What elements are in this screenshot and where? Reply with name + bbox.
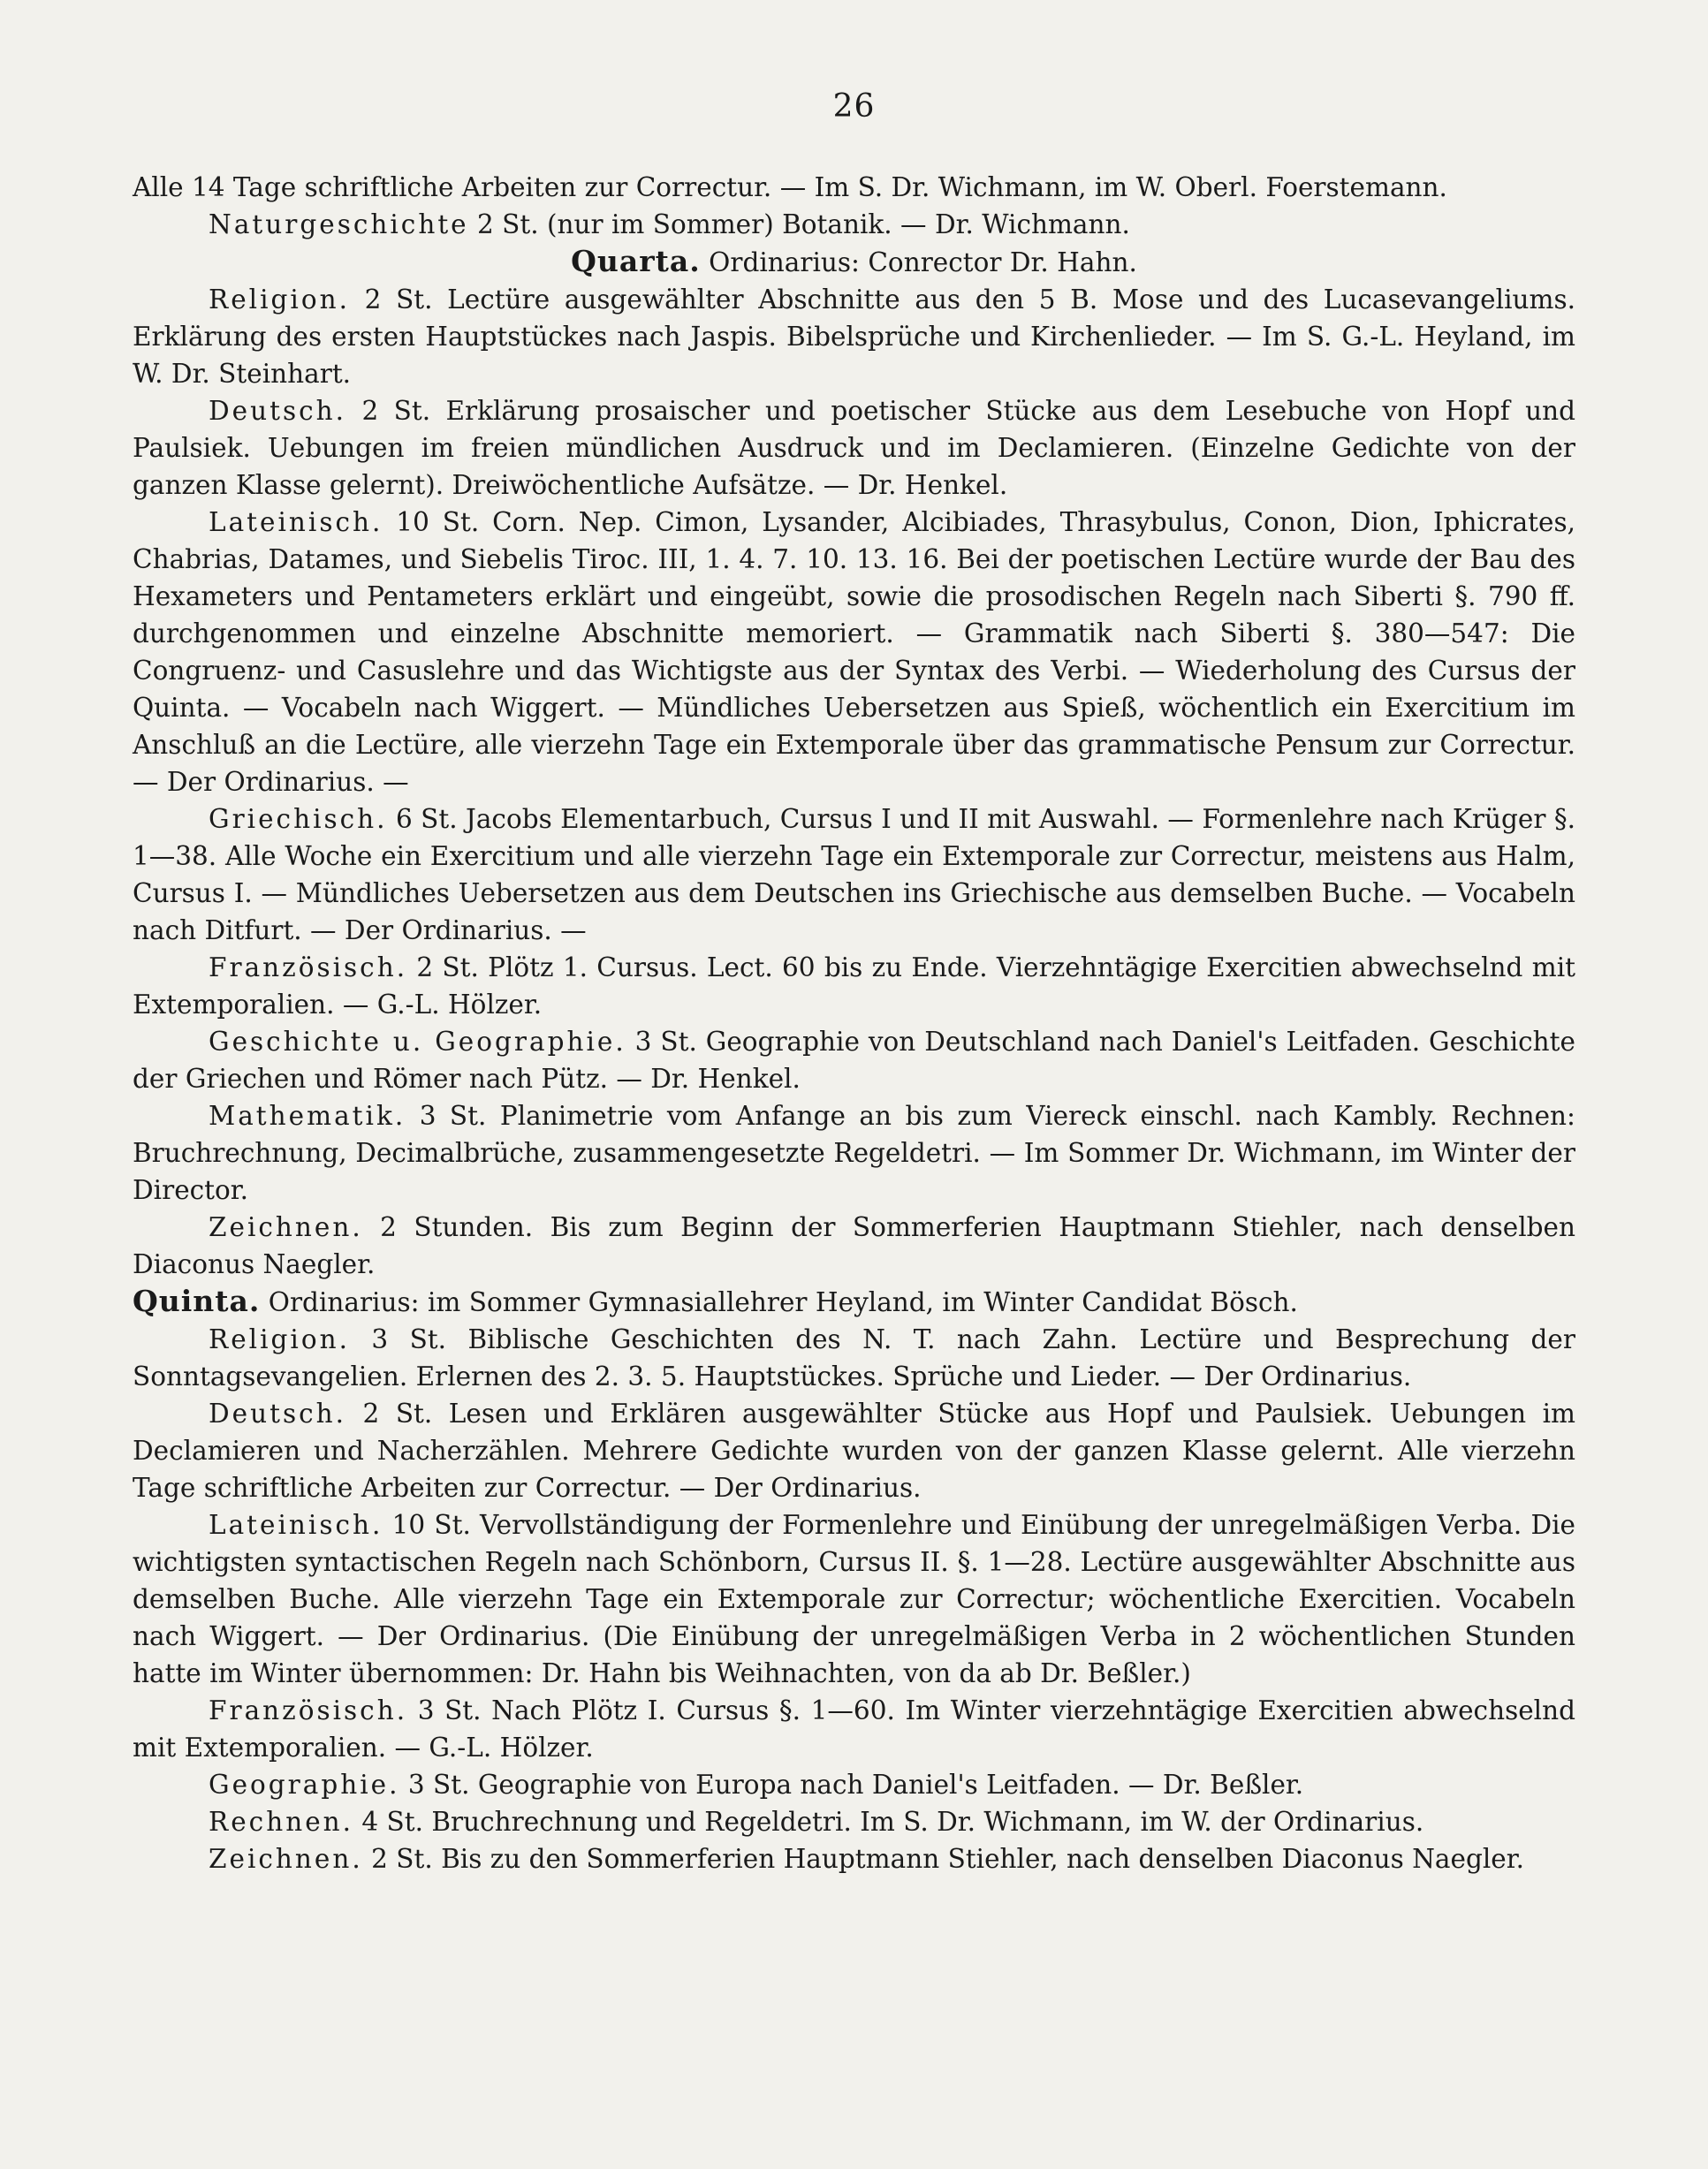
subject-name: Naturgeschichte — [209, 209, 469, 239]
subject-text: 3 St. Biblische Geschichten des N. T. nach Zahn. Lectüre und Besprechung der Sonntagsevangelien. Erlernen des 2. 3. 5. Hauptstückes. Sprüche und Lieder. — Der Ordinarius. — [133, 1324, 1575, 1392]
subject-name: Französisch. — [209, 952, 408, 982]
subject-entry — [133, 949, 1575, 1023]
subject-text: 10 St. Corn. Nep. Cimon, Lysander, Alcibiades, Thrasybulus, Conon, Dion, Iphicrates, Chabrias, Datames, und Siebelis Tiroc. III, 1. 4. 7. 10. 13. 16. Bei der poetischen Lectüre wurde der Bau des Hexameters und Pentameters erklärt und eingeübt, sowie die prosodischen Regeln nach Siberti §. 790 ff. durchgenommen und einzelne Abschnitte memoriert. — Grammatik nach Siberti §. 380—547: Die Congruenz- und Casuslehre und das Wichtigste aus der Syntax des Verbi. — Wiederholung des Cursus der Quinta. — Vocabeln nach Wiggert. — Mündliches Uebersetzen aus Spieß, wöchentlich ein Exercitium im Anschluß an die Lectüre, alle vierzehn Tage ein Extemporale über das grammatische Pensum zur Correctur. — Der Ordinarius. — — [133, 507, 1575, 797]
subject-text: 2 St. (nur im Sommer) Botanik. — Dr. Wichmann. — [468, 209, 1130, 239]
subject-entry — [133, 392, 1575, 504]
subject-entry — [133, 281, 1575, 392]
subject-text: 2 St. Lectüre ausgewählter Abschnitte aus den 5 B. Mose und des Lucasevangeliums. Erklärung des ersten Hauptstückes nach Jaspis. Bibelsprüche und Kirchenlieder. — Im S. G.-L. Heyland, im W. Dr. Steinhart. — [133, 284, 1575, 389]
subject-text: 4 St. Bruchrechnung und Regeldetri. Im S. Dr. Wichmann, im W. der Ordinarius. — [353, 1807, 1424, 1837]
subject-name: Geographie. — [209, 1770, 400, 1800]
quinta-section — [133, 1283, 1575, 1877]
subject-entry — [133, 1766, 1575, 1803]
tertia-tail-section — [133, 169, 1575, 243]
class-ordinarius: Ordinarius: Conrector Dr. Hahn. — [700, 247, 1137, 277]
subject-entry — [133, 1692, 1575, 1766]
subject-name: Französisch. — [209, 1695, 408, 1725]
subject-text: 2 St. Erklärung prosaischer und poetischer Stücke aus dem Lesebuche von Hopf und Paulsiek. Uebungen im freien mündlichen Ausdruck und im Declamieren. (Einzelne Gedichte von der ganzen Klasse gelernt). Dreiwöchentliche Aufsätze. — Dr. Henkel. — [133, 396, 1575, 500]
subject-text: 6 St. Jacobs Elementarbuch, Cursus I und II mit Auswahl. — Formenlehre nach Krüger §. 1—38. Alle Woche ein Exercitium und alle vierzehn Tage ein Extemporale zur Correctur, meistens aus Halm, Cursus I. — Mündliches Uebersetzen aus dem Deutschen ins Griechische aus demselben Buche. — Vocabeln nach Ditfurt. — Der Ordinarius. — — [133, 804, 1575, 945]
subject-entry — [133, 1209, 1575, 1283]
subject-text: 2 Stunden. Bis zum Beginn der Sommerferien Hauptmann Stiehler, nach denselben Diaconus Naegler. — [133, 1212, 1575, 1279]
subject-text: 2 St. Lesen und Erklären ausgewählter Stücke aus Hopf und Paulsiek. Uebungen im Declamieren und Nacherzählen. Mehrere Gedichte wurden von der ganzen Klasse gelernt. Alle vierzehn Tage schriftliche Arbeiten zur Correctur. — Der Ordinarius. — [133, 1399, 1575, 1503]
subject-text: 2 St. Plötz 1. Cursus. Lect. 60 bis zu Ende. Vierzehntägige Exercitien abwechselnd mit Extemporalien. — G.-L. Hölzer. — [133, 952, 1575, 1020]
subject-text: 10 St. Vervollständigung der Formenlehre und Einübung der unregelmäßigen Verba. Die wichtigsten syntactischen Regeln nach Schönborn, Cursus II. §. 1—28. Lectüre ausgewählter Abschnitte aus demselben Buche. Alle vierzehn Tage ein Extemporale zur Correctur; wöchentliche Exercitien. Vocabeln nach Wiggert. — Der Ordinarius. (Die Einübung der unregelmäßigen Verba in 2 wöchentlichen Stunden hatte im Winter übernommen: Dr. Hahn bis Weihnachten, von da ab Dr. Beßler.) — [133, 1510, 1575, 1688]
quarta-section — [133, 243, 1575, 1283]
subject-entry — [133, 1506, 1575, 1692]
subject-name: Lateinisch. — [209, 1510, 383, 1540]
subject-name: Deutsch. — [209, 1399, 347, 1429]
class-title: Quinta. — [133, 1284, 261, 1318]
subject-entry — [133, 1840, 1575, 1877]
subject-text: 3 St. Geographie von Deutschland nach Daniel's Leitfaden. Geschichte der Griechen und Römer nach Pütz. — Dr. Henkel. — [133, 1027, 1575, 1094]
subject-name: Deutsch. — [209, 396, 347, 426]
subject-name: Lateinisch. — [209, 507, 383, 537]
subject-name: Religion. — [209, 1324, 350, 1354]
subject-name: Zeichnen. — [209, 1844, 363, 1874]
subject-entry — [133, 504, 1575, 800]
subject-entry — [133, 1803, 1575, 1840]
subject-text: 3 St. Geographie von Europa nach Daniel's Leitfaden. — Dr. Beßler. — [399, 1770, 1304, 1800]
class-title: Quarta. — [571, 244, 701, 278]
subject-entry — [133, 1321, 1575, 1395]
subject-entry — [133, 1395, 1575, 1506]
subject-name: Griechisch. — [209, 804, 388, 834]
subject-entry — [133, 1023, 1575, 1097]
quinta-heading — [133, 1283, 1575, 1321]
subject-name: Rechnen. — [209, 1807, 354, 1837]
quarta-heading — [133, 243, 1575, 281]
subject-name: Geschichte u. Geographie. — [209, 1027, 626, 1057]
class-ordinarius: Ordinarius: im Sommer Gymnasiallehrer Heyland, im Winter Candidat Bösch. — [260, 1287, 1298, 1317]
subject-name: Zeichnen. — [209, 1212, 363, 1242]
subject-entry — [133, 800, 1575, 949]
subject-text: 2 St. Bis zu den Sommerferien Hauptmann Stiehler, nach denselben Diaconus Naegler. — [362, 1844, 1524, 1874]
subject-text: 3 St. Planimetrie vom Anfange an bis zum Viereck einschl. nach Kambly. Rechnen: Bruchrechnung, Decimalbrüche, zusammengesetzte Regeldetri. — Im Sommer Dr. Wichmann, im Winter der Director. — [133, 1101, 1575, 1205]
subject-text: 3 St. Nach Plötz I. Cursus §. 1—60. Im Winter vierzehntägige Exercitien abwechselnd mit Extemporalien. — G.-L. Hölzer. — [133, 1695, 1575, 1763]
subject-name: Religion. — [209, 284, 350, 315]
naturgeschichte-entry — [133, 206, 1575, 243]
page-number: 26 — [832, 88, 876, 125]
tertia-tail-text: Alle 14 Tage schriftliche Arbeiten zur Correctur. — Im S. Dr. Wichmann, im W. Oberl. Foerstemann. — [133, 172, 1447, 202]
subject-name: Mathematik. — [209, 1101, 406, 1131]
subject-entry — [133, 1097, 1575, 1209]
